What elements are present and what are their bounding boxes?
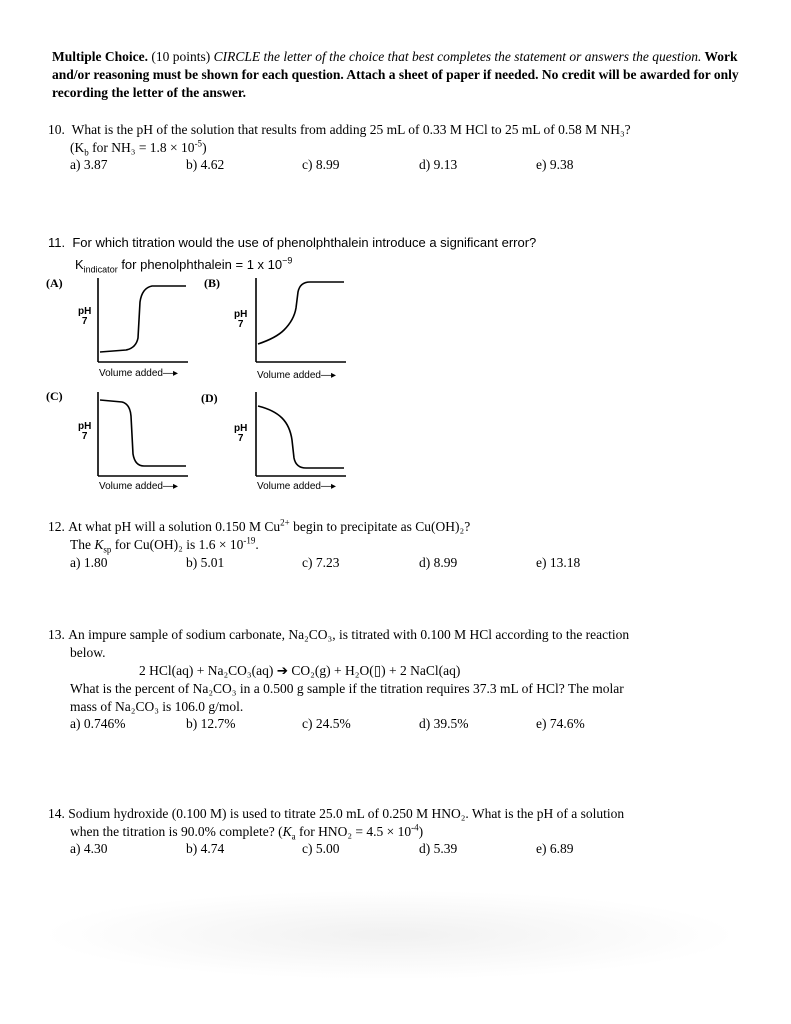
question-11 xyxy=(48,234,536,252)
question-number: 13. xyxy=(48,627,65,642)
question-10 xyxy=(48,121,631,139)
instructions-bold: Work and/or reasoning must be shown for each question. Attach a sheet of paper if needed. No credit will be awarded for only recording the letter of the answer. xyxy=(52,49,739,100)
choice-c[interactable]: c) 5.00 xyxy=(302,841,340,856)
choice-b[interactable]: b) 4.62 xyxy=(186,157,225,172)
graph-a-axis-label: Volume added—▸ xyxy=(99,368,178,379)
choice-b[interactable]: b) 4.74 xyxy=(186,841,225,856)
question-number: 12. xyxy=(48,519,65,534)
question-13-line4: mass of Na₂CO₃ is 106.0 g/mol. xyxy=(70,699,244,714)
choice-d[interactable]: d) 9.13 xyxy=(419,157,458,172)
choice-e[interactable]: e) 13.18 xyxy=(536,555,581,570)
graph-c-axis-label: Volume added—▸ xyxy=(99,481,178,492)
question-text: What is the pH of the solution that results from adding 25 mL of 0.33 M HCl to 25 mL of 0.58 M NH₃? xyxy=(71,122,631,137)
question-14: 14. Sodium hydroxide (0.100 M) is used to titrate 25.0 mL of 0.250 M HNO₂. What is the pH of a solution xyxy=(48,806,625,821)
scan-smudge xyxy=(40,890,740,980)
instructions-heading: Multiple Choice. xyxy=(52,49,148,64)
graph-b-label[interactable]: (B) xyxy=(204,276,220,290)
question-10-note: ($K_b$ for $NH_3 = 1.8 \times 10^{-5}$) xyxy=(70,138,207,158)
graph-a-ph: pH 7 xyxy=(78,306,92,327)
instructions xyxy=(52,48,752,102)
choice-a[interactable]: a) 3.87 xyxy=(70,157,108,172)
choice-c[interactable]: c) 24.5% xyxy=(302,716,351,731)
choice-d[interactable]: d) 5.39 xyxy=(419,841,458,856)
question-number: 11. xyxy=(48,235,66,250)
k-indicator-line: $K_{indicator}$ for phenolphthalein = 1 x $10^{-9}$ xyxy=(75,255,293,275)
instructions-italic: CIRCLE the letter of the choice that best completes the statement or answers the question. xyxy=(213,49,702,64)
graph-b-axis-label: Volume added—▸ xyxy=(257,370,336,381)
question-13: 13. An impure sample of sodium carbonate, Na₂CO₃, is titrated with 0.100 M HCl according to the reaction xyxy=(48,627,630,642)
question-number: 10. xyxy=(48,122,65,137)
choice-a[interactable]: a) 4.30 xyxy=(70,841,108,856)
choice-d[interactable]: d) 39.5% xyxy=(419,716,469,731)
question-12: 12. At what pH will a solution 0.150 M $Cu^{2+}$ begin to precipitate as Cu(OH)₂? xyxy=(48,517,471,534)
choice-b[interactable]: b) 12.7% xyxy=(186,716,236,731)
graph-c-curve xyxy=(96,392,196,482)
choice-e[interactable]: e) 74.6% xyxy=(536,716,585,731)
choice-a[interactable]: a) 0.746% xyxy=(70,716,126,731)
graph-c-ph: pH 7 xyxy=(78,421,92,442)
choice-a[interactable]: a) 1.80 xyxy=(70,555,108,570)
graph-d-ph: pH 7 xyxy=(234,423,248,444)
question-14-line2: when the titration is 90.0% complete? ($K_a$ for $HNO_2 = 4.5 \times 10^{-4}$) xyxy=(70,822,424,842)
choice-c[interactable]: c) 8.99 xyxy=(302,157,340,172)
question-13-line3: What is the percent of Na₂CO₃ in a 0.500 g sample if the titration requires 37.3 mL of HCl? The molar xyxy=(70,681,624,696)
graph-d-axis-label: Volume added—▸ xyxy=(257,481,336,492)
graph-b-ph: pH 7 xyxy=(234,309,248,330)
question-12-ksp: The $K_{sp}$ for Cu(OH)₂ is $1.6 \times 10^{-19}$. xyxy=(70,535,259,555)
choice-e[interactable]: e) 9.38 xyxy=(536,157,574,172)
reaction-equation: 2 HCl(aq) + Na₂CO₃(aq) ➔ CO₂(g) + H₂O(▯) + 2 NaCl(aq) xyxy=(139,663,461,678)
graph-d-curve xyxy=(254,392,354,482)
graph-d-label[interactable]: (D) xyxy=(201,391,218,405)
choice-e[interactable]: e) 6.89 xyxy=(536,841,574,856)
choice-b[interactable]: b) 5.01 xyxy=(186,555,225,570)
graph-b-curve xyxy=(254,278,354,368)
question-number: 14. xyxy=(48,806,65,821)
graph-a-label[interactable]: (A) xyxy=(46,276,63,290)
choice-c[interactable]: c) 7.23 xyxy=(302,555,340,570)
graph-c-label[interactable]: (C) xyxy=(46,389,63,403)
instructions-points: (10 points) xyxy=(148,49,214,64)
question-text: For which titration would the use of phenolphthalein introduce a significant error? xyxy=(72,235,537,250)
choice-d[interactable]: d) 8.99 xyxy=(419,555,458,570)
question-13-line2: below. xyxy=(70,645,106,660)
graph-a-curve xyxy=(96,278,196,368)
